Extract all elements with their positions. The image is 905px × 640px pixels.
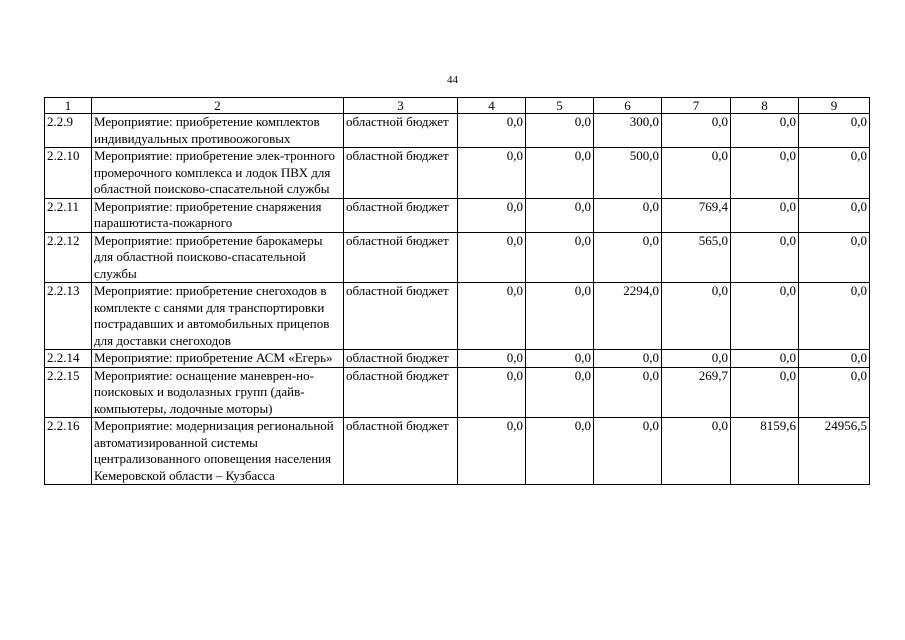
value-cell: 0,0	[594, 418, 662, 485]
value-cell: 0,0	[458, 367, 526, 418]
column-header: 8	[731, 98, 799, 114]
value-cell: 0,0	[458, 418, 526, 485]
funding-source: областной бюджет	[344, 232, 458, 283]
value-cell: 0,0	[458, 148, 526, 199]
funding-source: областной бюджет	[344, 148, 458, 199]
value-cell: 0,0	[731, 114, 799, 148]
value-cell: 0,0	[731, 198, 799, 232]
activity-name: Мероприятие: оснащение маневрен-но-поисковых и водолазных групп (дайв-компьютеры, лодочные моторы)	[92, 367, 344, 418]
value-cell: 769,4	[662, 198, 731, 232]
value-cell: 0,0	[526, 232, 594, 283]
funding-source: областной бюджет	[344, 350, 458, 368]
value-cell: 0,0	[526, 350, 594, 368]
table-row	[45, 350, 870, 368]
page-number: 44	[447, 74, 458, 86]
column-header: 7	[662, 98, 731, 114]
value-cell: 565,0	[662, 232, 731, 283]
table-row	[45, 198, 870, 232]
column-header: 4	[458, 98, 526, 114]
funding-source: областной бюджет	[344, 198, 458, 232]
value-cell: 0,0	[731, 148, 799, 199]
value-cell: 2294,0	[594, 283, 662, 350]
value-cell: 0,0	[662, 283, 731, 350]
value-cell: 0,0	[526, 283, 594, 350]
value-cell: 0,0	[799, 350, 870, 368]
activity-name: Мероприятие: модернизация региональной автоматизированной системы централизованного оповещения населения Кемеровской области – Кузбасса	[92, 418, 344, 485]
value-cell: 0,0	[458, 232, 526, 283]
row-code: 2.2.10	[45, 148, 92, 199]
row-code: 2.2.16	[45, 418, 92, 485]
column-header: 2	[92, 98, 344, 114]
activity-name: Мероприятие: приобретение снаряжения парашютиста-пожарного	[92, 198, 344, 232]
activity-name: Мероприятие: приобретение снегоходов в комплекте с санями для транспортировки пострадавших и автомобильных прицепов для доставки снегоходов	[92, 283, 344, 350]
row-code: 2.2.14	[45, 350, 92, 368]
value-cell: 0,0	[662, 148, 731, 199]
value-cell: 0,0	[731, 350, 799, 368]
funding-source: областной бюджет	[344, 367, 458, 418]
value-cell: 0,0	[458, 198, 526, 232]
row-code: 2.2.9	[45, 114, 92, 148]
funding-source: областной бюджет	[344, 418, 458, 485]
value-cell: 24956,5	[799, 418, 870, 485]
value-cell: 0,0	[799, 283, 870, 350]
value-cell: 0,0	[526, 198, 594, 232]
value-cell: 0,0	[526, 418, 594, 485]
activity-name: Мероприятие: приобретение комплектов индивидуальных противоожоговых	[92, 114, 344, 148]
value-cell: 0,0	[731, 232, 799, 283]
value-cell: 0,0	[594, 350, 662, 368]
value-cell: 0,0	[799, 367, 870, 418]
value-cell: 0,0	[799, 232, 870, 283]
value-cell: 0,0	[662, 350, 731, 368]
value-cell: 0,0	[662, 418, 731, 485]
value-cell: 0,0	[799, 114, 870, 148]
row-code: 2.2.15	[45, 367, 92, 418]
row-code: 2.2.11	[45, 198, 92, 232]
table-row	[45, 418, 870, 485]
table-header-row	[45, 98, 870, 114]
value-cell: 500,0	[594, 148, 662, 199]
value-cell: 0,0	[458, 283, 526, 350]
activity-name: Мероприятие: приобретение элек-тронного промерочного комплекса и лодок ПВХ для областной поисково-спасательной службы	[92, 148, 344, 199]
value-cell: 0,0	[458, 114, 526, 148]
value-cell: 0,0	[594, 232, 662, 283]
funding-source: областной бюджет	[344, 283, 458, 350]
column-header: 9	[799, 98, 870, 114]
value-cell: 300,0	[594, 114, 662, 148]
value-cell: 0,0	[594, 367, 662, 418]
value-cell: 0,0	[594, 198, 662, 232]
column-header: 5	[526, 98, 594, 114]
table-row	[45, 283, 870, 350]
value-cell: 0,0	[526, 148, 594, 199]
activity-name: Мероприятие: приобретение барокамеры для областной поисково-спасательной службы	[92, 232, 344, 283]
value-cell: 0,0	[799, 148, 870, 199]
value-cell: 0,0	[526, 367, 594, 418]
value-cell: 0,0	[731, 283, 799, 350]
table-row	[45, 148, 870, 199]
value-cell: 0,0	[526, 114, 594, 148]
row-code: 2.2.12	[45, 232, 92, 283]
table-row	[45, 232, 870, 283]
value-cell: 0,0	[731, 367, 799, 418]
column-header: 3	[344, 98, 458, 114]
value-cell: 269,7	[662, 367, 731, 418]
table-row	[45, 114, 870, 148]
budget-table	[44, 97, 870, 485]
column-header: 1	[45, 98, 92, 114]
value-cell: 8159,6	[731, 418, 799, 485]
value-cell: 0,0	[458, 350, 526, 368]
value-cell: 0,0	[662, 114, 731, 148]
column-header: 6	[594, 98, 662, 114]
value-cell: 0,0	[799, 198, 870, 232]
activity-name: Мероприятие: приобретение АСМ «Егерь»	[92, 350, 344, 368]
row-code: 2.2.13	[45, 283, 92, 350]
funding-source: областной бюджет	[344, 114, 458, 148]
table-row	[45, 367, 870, 418]
